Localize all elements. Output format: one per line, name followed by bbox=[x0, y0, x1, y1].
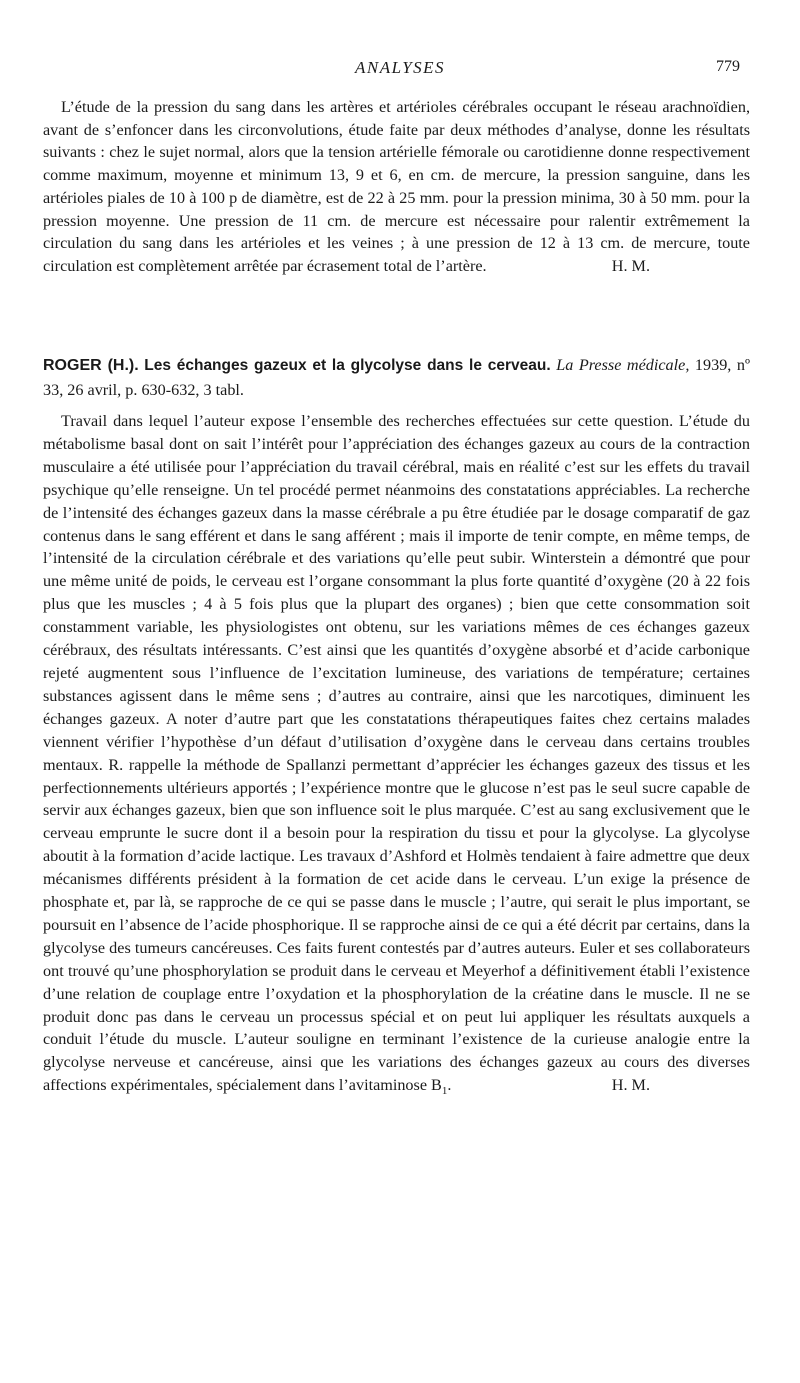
paragraph-ending: . bbox=[447, 1076, 452, 1095]
reference-details: 1939, nº 33, 26 avril, p. 630-632, 3 tabl. bbox=[43, 356, 750, 399]
reference-title: Les échanges gazeux et la glycolyse dans le cerveau. bbox=[144, 357, 551, 374]
running-title: ANALYSES bbox=[354, 58, 446, 77]
paragraph-text: L’étude de la pression du sang dans les artères et artérioles cérébrales occupant le réseau arachnoïdien, avant de s’enfoncer dans les circonvolutions, étude faite par deux méthodes d’analyse, donne les résultats suivants : chez le sujet normal, alors que la tension artérielle fémorale ou carotidienne donne respectivement comme maximum, moyenne et minimum 13, 9 et 6, en cm. de mercure, la pression sanguine, dans les artérioles piales de 10 à 100 p de diamètre, est de 22 à 25 mm. pour la pression minima, 30 à 50 mm. pour la pression moyenne. Une pression de 11 cm. de mercure est nécessaire pour ralentir extrêmement la circulation du sang dans les artérioles et les veines ; à une pression de 12 à 13 cm. de mercure, toute circulation est complètement arrêtée par écrasement total de l’artère. bbox=[43, 98, 750, 275]
signature: H. M. bbox=[611, 256, 650, 275]
paragraph-text: Travail dans lequel l’auteur expose l’ensemble des recherches effectuées sur cette question. L’étude du métabolisme basal dont on sait l’intérêt pour l’appréciation des échanges gazeux au cours de la contraction musculaire a été utilisée pour l’appréciation du travail cérébral, mais en réalité c’est sur les effets du travail psychique qu’elle renseigne. Un tel procédé permet néanmoins des constatations appréciables. La recherche de l’intensité des échanges gazeux dans la masse cérébrale a pu être étudiée par le dosage comparatif de gaz contenus dans le sang efférent et dans le sang afférent ; mais il importe de tenir compte, en même temps, de l’intensité de la circulation cérébrale et des variations qu’elle peut subir. Winterstein a démontré que pour une même unité de poids, le cerveau est l’organe consommant la plus forte quantité d’oxygène (20 à 22 fois plus que les muscles ; 4 à 5 fois plus que la plupart des organes) ; bien que cette consommation soit constamment variable, les physiologistes ont obtenu, sur les variations mêmes de ces échanges gazeux cérébraux, des résultats intéressants. C’est ainsi que les quantités d’oxygène absorbé et d’acide carbonique rejeté augmentent sous l’influence de l’excitation lumineuse, des variations de température; certaines substances agissent dans le même sens ; d’autres au contraire, ainsi que les narcotiques, diminuent les échanges gazeux. A noter d’autre part que les constatations thérapeutiques faites chez certains malades viennent vérifier l’hypothèse d’un défaut d’utilisation d’oxygène dans le cerveau dans certains troubles mentaux. R. rappelle la méthode de Spallanzi permettant d’apprécier les échanges gazeux des tissus et les perfectionnements ultérieurs apportés ; l’expérience montre que le glucose n’est pas le seul sucre capable de servir aux échanges gazeux, bien que son influence soit le plus marquée. C’est au sang exclusivement que le cerveau emprunte le sucre dont il a besoin pour la respiration du tissu et pour la glycolyse. La glycolyse aboutit à la formation d’acide lactique. Les travaux d’Ashford et Holmès tendaient à faire admettre que deux mécanismes différents président à la formation de cet acide dans le cerveau. L’un exige la présence de phosphate et, par là, se rapproche de ce qui se passe dans le muscle ; l’autre, qui serait le plus important, se poursuit en l’absence de l’acide phosphorique. Il se rapproche ainsi de ce qui a été décrit par certains, dans la glycolyse des tumeurs cancéreuses. Ces faits furent contestés par d’autres auteurs. Euler et ses collaborateurs ont trouvé qu’une phosphorylation se produit dans le cerveau et Meyerhof a définitivement établi l’existence d’une relation de couplage entre l’oxydation et la phosphorylation de la créatine dans le muscle. Il ne se produit donc pas dans le cerveau un processus spécial et on peut lui appliquer les résultats auxquels a conduit l’étude du muscle. L’auteur souligne en terminant l’existence de la curieuse analogie entre la glycolyse nerveuse et cancéreuse, ainsi que les variations des échanges gazeux au cours des diverses affections expérimentales, spécialement dans l’avitaminose B bbox=[43, 412, 750, 1095]
subscript: 1 bbox=[441, 1085, 448, 1098]
signature: H. M. bbox=[611, 1076, 650, 1095]
page-header bbox=[0, 58, 800, 82]
reference-author: ROGER (H.). bbox=[43, 357, 139, 374]
bibliographic-reference bbox=[43, 353, 750, 402]
abstract-paragraph-2 bbox=[43, 410, 750, 1103]
page-number: 779 bbox=[716, 58, 740, 75]
abstract-paragraph-1 bbox=[43, 96, 750, 278]
reference-journal: La Presse médicale, bbox=[556, 356, 690, 374]
